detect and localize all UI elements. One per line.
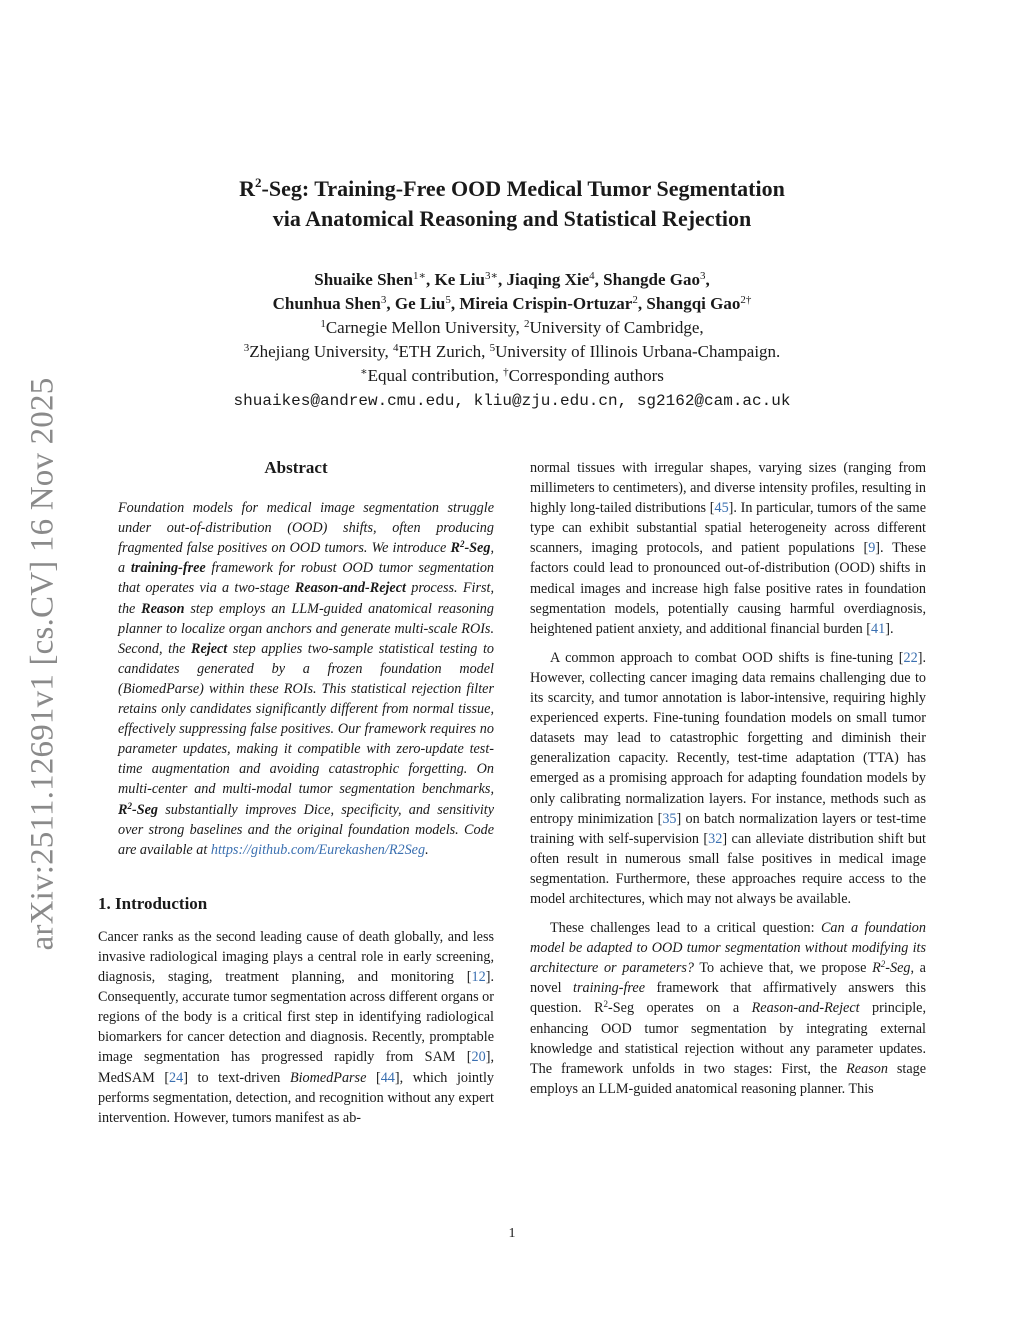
citation-link[interactable]: 20: [471, 1049, 486, 1066]
author-mark: 4: [589, 270, 595, 282]
author-name: Shuaike Shen: [314, 270, 413, 289]
emphasis: Reason: [846, 1060, 888, 1077]
author-mark: 2: [632, 294, 638, 306]
body-text: ] can alleviate distribution shift but often result in numerous small false positives in medical image segmentation. Furthermore, these approaches require access to the model architectures, which may not always be available.: [530, 830, 926, 907]
paper-title: [110, 174, 914, 234]
arxiv-stamp: [0, 368, 86, 960]
body-text: principle, enhancing OOD tumor segmentation by integrating external knowledge and statistical rejection without any parameter updates. The framework unfolds in two stages: First, the: [530, 1000, 926, 1077]
body-text: ].: [885, 620, 894, 637]
section-heading: 1. Introduction: [98, 893, 208, 913]
emphasis: training-free: [130, 560, 206, 577]
emphasis: Reason: [141, 600, 185, 617]
author-mark: 3: [700, 270, 706, 282]
arxiv-identifier: arXiv:2511.12691v1 [cs.CV] 16 Nov 2025: [24, 377, 61, 951]
citation-link[interactable]: 45: [714, 500, 729, 517]
body-paragraph: [530, 458, 926, 639]
abstract-text: .: [425, 841, 429, 858]
body-text: -Seg operates on a: [608, 1000, 752, 1017]
body-text: ]. However, collecting cancer imaging data remains challenging due to its scarcity, and tumor annotation is labor-intensive, requiring highly experienced experts. Fine-tuning foundation models on small tumor datasets may lead to catastrophic forgetting and diminish their generalization capacity. Recently, test-time adaptation (TTA) has emerged as a promising approach for adapting foundation models by only calibrating normalization layers. For instance, methods such as entropy minimization [: [530, 649, 926, 827]
title-line-2: via Anatomical Reasoning and Statistical Rejection: [272, 206, 752, 231]
body-paragraph: [530, 918, 926, 1099]
body-text: ] on batch normalization layers or test-time training with self-supervision [: [530, 810, 927, 847]
affiliation-mark: 5: [489, 342, 496, 354]
title-rest: -Seg: Training-Free OOD Medical Tumor Segmentation: [261, 176, 785, 201]
author-mark: 3∗: [485, 270, 498, 282]
citation-link[interactable]: 41: [871, 620, 886, 637]
right-column: [530, 458, 926, 1099]
abstract-text: substantially improves Dice, specificity, and sensitivity over strong baselines and the original foundation models. Code are available at: [118, 801, 494, 858]
author-row-1: Shuaike Shen$^{1∗}$, Ke Liu$^{3∗}$, Jiaqing Xie$^4$, Shangde Gao$^3$,: [314, 270, 710, 289]
author-name: Jiaqing Xie: [506, 270, 590, 289]
abstract-text: step applies two-sample statistical testing to candidates generated by a frozen foundation model (BiomedParse) within these ROIs. This statistical rejection filter retains only candidates significantly different from normal tissue, effectively suppressing false positives. Our framework requires no parameter updates, making it compatible with zero-update test-time augmentation and avoiding catastrophic forgetting. On multi-center and multi-modal tumor segmentation benchmarks,: [118, 640, 494, 798]
citation-link[interactable]: 12: [471, 969, 486, 986]
affiliation: ETH Zurich,: [398, 342, 490, 361]
affiliation-row-2: [110, 340, 914, 364]
corresponding-note: Corresponding authors: [508, 366, 664, 385]
body-text: stage employs an LLM-guided anatomical reasoning planner. This: [530, 1060, 927, 1097]
body-paragraph: [530, 648, 926, 909]
body-text: These challenges lead to a critical question:: [550, 920, 821, 937]
body-text: ], which jointly performs segmentation, detection, and recognition without any expert intervention. However, tumors manifest as ab-: [98, 1069, 494, 1126]
affiliation: Zhejiang University,: [249, 342, 394, 361]
method-name: [118, 802, 158, 818]
equal-note: Equal contribution,: [367, 366, 504, 385]
code-link[interactable]: https://github.com/Eurekashen/R2Seg: [210, 841, 426, 858]
method-suffix: -Seg: [131, 801, 158, 818]
body-text: ]. These factors could lead to pronounced out-of-distribution (OOD) shifts in medical images and increase high false positive rates in foundation segmentation models, potentially causing harmful overdiagnosis, heightened patient anxiety, and additional financial burden [: [530, 540, 927, 637]
affiliation-mark: 3: [243, 342, 250, 354]
citation-link[interactable]: 35: [662, 810, 677, 827]
citation-link[interactable]: 24: [169, 1069, 184, 1086]
affiliation-mark: 2: [523, 318, 530, 330]
body-text: ] to text-driven: [183, 1069, 290, 1086]
abstract-heading: Abstract: [264, 458, 328, 477]
author-name: Shangqi Gao: [646, 294, 741, 313]
method-suffix: -Seg: [885, 960, 911, 977]
author-block: [110, 268, 914, 413]
method-letter: R: [872, 960, 881, 977]
body-text: Cancer ranks as the second leading cause of death globally, and less invasive radiological imaging plays a central role in early screening, diagnosis, staging, treatment planning, and monitoring [: [98, 928, 494, 986]
model-name: BiomedParse: [289, 1069, 367, 1086]
author-name: Chunhua Shen: [272, 294, 381, 313]
emphasis: Reason-and-Reject: [751, 1000, 860, 1017]
affiliation: Carnegie Mellon University,: [325, 318, 524, 337]
body-text: A common approach to combat OOD shifts is fine-tuning [: [550, 649, 904, 666]
affiliation: University of Illinois Urbana-Champaign.: [495, 342, 781, 361]
title-prefix: R: [239, 176, 256, 201]
abstract-text: framework for robust OOD tumor segmentation that operates via a two-stage: [118, 560, 495, 597]
title-superscript: 2: [255, 175, 262, 190]
method-superscript: 2: [127, 800, 132, 811]
abstract-text: process. First, the: [118, 580, 494, 617]
author-name: Ke Liu: [434, 270, 486, 289]
body-text: ]. Consequently, accurate tumor segmentation across different organs or regions of the body is a critical first step in identifying radiological biomarkers for cancer detection and diagnosis. Recently, promptable image segmentation has progressed rapidly from SAM [: [98, 969, 494, 1066]
body-text: ], MedSAM [: [98, 1049, 494, 1086]
body-text: , a novel: [530, 960, 926, 997]
method-superscript: 2: [880, 959, 886, 970]
emphasis: training-free: [573, 980, 645, 997]
method-letter: R: [118, 801, 128, 818]
body-text: normal tissues with irregular shapes, varying sizes (ranging from millimeters to centimeters), and diverse intensity profiles, resulting in highly long-tailed distributions [: [530, 460, 926, 517]
email-list: shuaikes@andrew.cmu.edu, kliu@zju.edu.cn, sg2162@cam.ac.uk: [233, 392, 791, 410]
citation-link[interactable]: 9: [868, 540, 876, 557]
abstract-body: [98, 498, 494, 860]
method-letter: R: [450, 540, 460, 557]
contribution-note: [110, 364, 914, 388]
title-line-1: [110, 174, 914, 204]
page-number: 1: [508, 1226, 516, 1241]
author-name: Ge Liu: [394, 294, 446, 313]
affiliation: University of Cambridge,: [529, 318, 704, 337]
method-superscript: 2: [603, 999, 609, 1010]
equal-mark: ∗: [360, 366, 368, 378]
emphasis: Reason-and-Reject: [294, 580, 406, 597]
body-text: [: [366, 1069, 381, 1086]
author-row-2: Chunhua Shen$^3$, Ge Liu$^5$, Mireia Crispin-Ortuzar$^2$, Shangqi Gao$^{2\dagger}$: [272, 294, 752, 313]
method-name: [450, 540, 490, 556]
body-text: ]. In particular, tumors of the same type can exhibit substantial spatial heterogeneity across different scanners, imaging protocols, and patient populations [: [530, 500, 926, 557]
body-text: To achieve that, we propose: [693, 960, 873, 977]
method-name: [872, 960, 910, 976]
research-question: Can a foundation model be adapted to OOD tumor segmentation without modifying its architecture or parameters?: [530, 920, 926, 977]
corresponding-mark: †: [503, 366, 509, 378]
affiliation-mark: 4: [393, 342, 399, 354]
affiliation-row-1: [110, 316, 914, 340]
intro-paragraph: [98, 927, 494, 1128]
citation-link[interactable]: 32: [708, 830, 723, 847]
citation-link[interactable]: 22: [903, 649, 918, 666]
method-superscript: 2: [459, 539, 465, 550]
author-name: Shangde Gao: [603, 270, 700, 289]
abstract-text: , a: [118, 540, 494, 577]
emphasis: Reject: [191, 640, 228, 657]
affiliation-mark: 1: [320, 318, 326, 330]
citation-link[interactable]: 44: [380, 1069, 395, 1086]
body-text: framework that affirmatively answers this question. R: [530, 980, 926, 1017]
author-mark: 2†: [740, 294, 752, 306]
abstract-text: Foundation models for medical image segmentation struggle under out-of-distribution (OOD) shifts, often producing fragmented false positives on OOD tumors. We introduce: [118, 500, 494, 557]
author-mark: 3: [380, 294, 387, 306]
author-mark: 1∗: [412, 270, 426, 282]
method-suffix: -Seg: [464, 540, 491, 557]
left-column: [98, 458, 494, 1128]
abstract-text: step employs an LLM-guided anatomical reasoning planner to localize organ anchors and generate multi-scale ROIs. Second, the: [118, 600, 494, 657]
author-name: Mireia Crispin-Ortuzar: [459, 294, 633, 313]
author-mark: 5: [445, 294, 451, 306]
